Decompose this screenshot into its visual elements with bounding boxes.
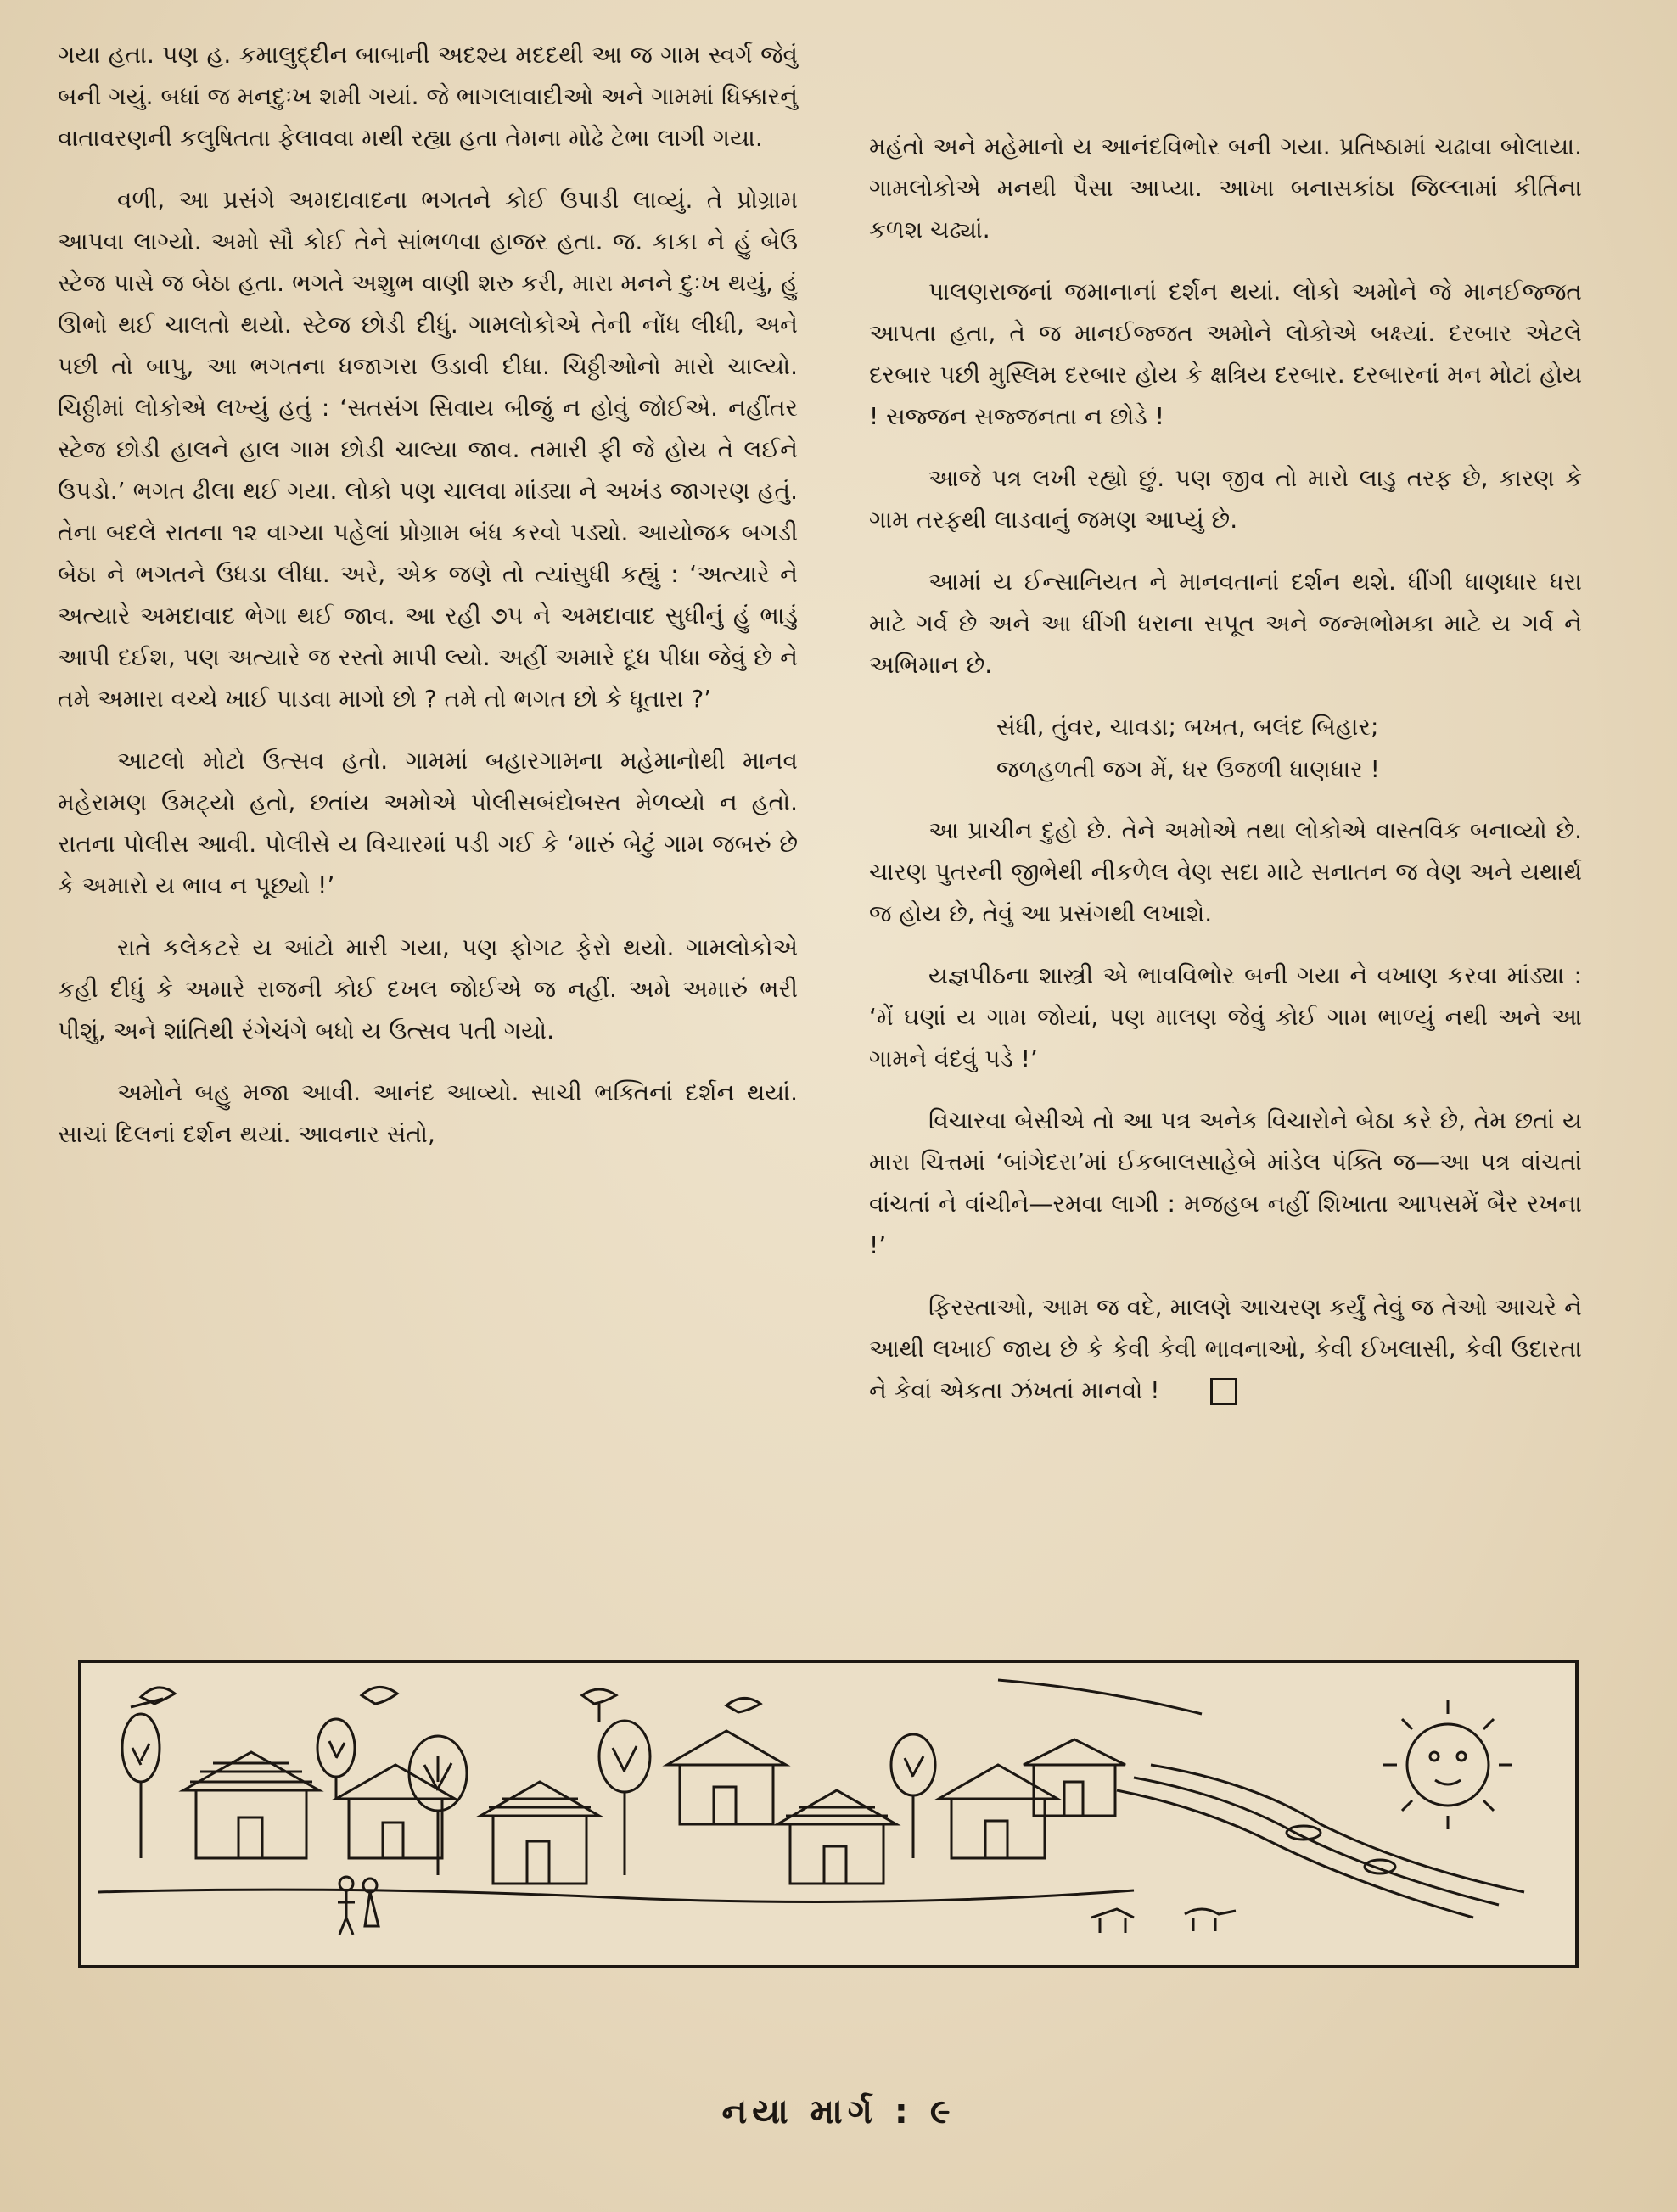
right-paragraph-8 bbox=[869, 1286, 1582, 1411]
hut-3 bbox=[480, 1782, 599, 1884]
verse-line-2: જળહળતી જગ મેં, ધર ઉજળી ધાણધાર ! bbox=[996, 755, 1380, 783]
left-column bbox=[58, 34, 798, 1175]
tree-4 bbox=[599, 1721, 650, 1875]
bird-1 bbox=[131, 1688, 175, 1707]
right-paragraph-7: વિચારવા બેસીએ તો આ પત્ર અનેક વિચારોને બેઠા કરે છે, તેમ છતાં ય મારા ચિત્તમાં ‘બાંગેદરા’માં ઈકબાલસાહેબે માંડેલ પંક્તિ જ—આ પત્ર વાંચતાં વાંચતાં ને વાંચીને—રમવા લાગી : મજહબ નહીં શિખાતા આપસમેં બૈર રખના !’ bbox=[869, 1106, 1582, 1259]
left-paragraph-5: અમોને બહુ મજા આવી. આનંદ આવ્યો. સાચી ભક્તિનાં દર્શન થયાં. સાચાં દિલનાં દર્શન થયાં. આવનાર સંતો, bbox=[58, 1078, 798, 1148]
river bbox=[1117, 1765, 1524, 1918]
small-animals bbox=[1091, 1909, 1236, 1933]
right-paragraph-4: આમાં ય ઈન્સાનિયત ને માનવતાનાં દર્શન થશે. ધીંગી ધાણધાર ધરા માટે ગર્વ છે અને આ ધીંગી ધરાના સપૂત અને જન્મભોમકા માટે ય ગર્વ ને અભિમાન છે. bbox=[869, 568, 1582, 679]
right-paragraph-5: આ પ્રાચીન દુહો છે. તેને અમોએ તથા લોકોએ વાસ્તવિક બનાવ્યો છે. ચારણ પુતરની જીભેથી નીકળેલ વેણ સદા માટે સનાતન જ વેણ અને યથાર્થ જ હોય છે, તેવું આ પ્રસંગથી લખાશે. bbox=[869, 816, 1582, 927]
end-of-article-square-icon bbox=[1210, 1378, 1237, 1405]
verse-couplet bbox=[869, 706, 1582, 791]
tree-5 bbox=[891, 1734, 935, 1858]
page-footer: નયા માર્ગ : ૯ bbox=[721, 2092, 956, 2131]
right-paragraph-1: મહંતો અને મહેમાનો ય આનંદવિભોર બની ગયા. પ્રતિષ્ઠામાં ચઢાવા બોલાયા. ગામલોકોએ મનથી પૈસા આપ્યા. આખા બનાસકાંઠા જિલ્લામાં કીર્તિના કળશ ચઢ્યાં. bbox=[869, 132, 1582, 244]
sun bbox=[1383, 1700, 1512, 1829]
left-paragraph-1: ગયા હતા. પણ હ. કમાલુદ્દીન બાબાની અદશ્ય મદદથી આ જ ગામ સ્વર્ગ જેવું બની ગયું. બધાં જ મનદુઃખ શમી ગયાં. જે ભાગલાવાદીઓ અને ગામમાં ધિક્કારનું વાતાવરણની કલુષિતતા ફેલાવવા મથી રહ્યા હતા તેમના મોઢે ટેભા લાગી ગયા. bbox=[58, 41, 798, 152]
hut-4 bbox=[667, 1731, 786, 1824]
right-column bbox=[869, 126, 1582, 1431]
tree-2 bbox=[317, 1719, 355, 1799]
hut-5 bbox=[777, 1790, 896, 1884]
hut-6 bbox=[939, 1765, 1057, 1858]
tree-3 bbox=[409, 1736, 467, 1875]
right-paragraph-3: આજે પત્ર લખી રહ્યો છું. પણ જીવ તો મારો લાડુ તરફ છે, કારણ કે ગામ તરફથી લાડવાનું જમણ આપ્યું છે. bbox=[869, 464, 1582, 534]
people-figures bbox=[338, 1877, 379, 1935]
verse-line-1: સંધી, તુંવર, ચાવડા; બખત, બલંદ બિહાર; bbox=[996, 713, 1379, 741]
tree-1 bbox=[122, 1714, 160, 1858]
right-paragraph-8-text: ફિરસ્તાઓ, આમ જ વદે, માલણે આચરણ કર્યું તેવું જ તેઓ આચરે ને આથી લખાઈ જાય છે કે કેવી કેવી ભાવનાઓ, કેવી ઈખલાસી, કેવી ઉદારતા ને કેવાં એકતા ઝંખતાં માનવો ! bbox=[869, 1293, 1582, 1404]
right-paragraph-2: પાલણરાજનાં જમાનાનાં દર્શન થયાં. લોકો અમોને જે માનઈજ્જત આપતા હતા, તે જ માનઈજ્જત અમોને લોકોએ બક્ષ્યાં. દરબાર એટલે દરબાર પછી મુસ્લિમ દરબાર હોય કે ક્ષત્રિય દરબાર. દરબારનાં મન મોટાં હોય ! સજ્જન સજ્જનતા ન છોડે ! bbox=[869, 277, 1582, 430]
hut-1 bbox=[183, 1752, 319, 1858]
left-paragraph-4: રાતે કલેકટરે ય આંટો મારી ગયા, પણ ફોગટ ફેરો થયો. ગામલોકોએ કહી દીધું કે અમારે રાજની કોઈ દખલ જોઈએ જ નહીં. અમે અમારું ભરી પીશું, અને શાંતિથી રંગેચંગે બધો ય ઉત્સવ પતી ગયો. bbox=[58, 933, 798, 1044]
bird-3 bbox=[582, 1689, 616, 1722]
village-illustration bbox=[78, 1660, 1579, 1968]
ground-line bbox=[98, 1890, 1134, 1901]
wind-line bbox=[998, 1680, 1202, 1714]
hut-7 bbox=[1024, 1739, 1125, 1816]
bird-2 bbox=[362, 1687, 397, 1704]
left-paragraph-2: વળી, આ પ્રસંગે અમદાવાદના ભગતને કોઈ ઉપાડી લાવ્યું. તે પ્રોગ્રામ આપવા લાગ્યો. અમો સૌ કોઈ તેને સાંભળવા હાજર હતા. જ. કાકા ને હું બેઉ સ્ટેજ પાસે જ બેઠા હતા. ભગતે અશુભ વાણી શરુ કરી, મારા મનને દુઃખ થયું, હું ઊભો થઈ ચાલતો થયો. સ્ટેજ છોડી દીધું. ગામલોકોએ તેની નોંધ લીધી, અને પછી તો બાપુ, આ ભગતના ધજાગરા ઉડાવી દીધા. ચિઠ્ઠીઓનો મારો ચાલ્યો. ચિઠ્ઠીમાં લોકોએ લખ્યું હતું : ‘સતસંગ સિવાય બીજું ન હોવું જોઈએ. નહીંતર સ્ટેજ છોડી હાલને હાલ ગામ છોડી ચાલ્યા જાવ. તમારી ફી જે હોય તે લઈને ઉપડો.’ ભગત ઢીલા થઈ ગયા. લોકો પણ ચાલવા માંડ્યા ને અખંડ જાગરણ હતું. તેના બદલે રાતના ૧૨ વાગ્યા પહેલાં પ્રોગ્રામ બંધ કરવો પડ્યો. આયોજક બગડી બેઠા ને ભગતને ઉધડા લીધા. અરે, એક જણે તો ત્યાંસુધી કહ્યું : ‘અત્યારે ને અત્યારે અમદાવાદ ભેગા થઈ જાવ. આ રહી ૭૫ ને અમદાવાદ સુધીનું હું ભાડું આપી દઈશ, પણ અત્યારે જ રસ્તો માપી લ્યો. અહીં અમારે દૂધ પીધા જેવું છે ને તમે અમારા વચ્ચે ખાઈ પાડવા માગો છો ? તમે તો ભગત છો કે ધૂતારા ?’ bbox=[58, 186, 798, 713]
village-drawing bbox=[81, 1663, 1575, 1965]
left-paragraph-3: આટલો મોટો ઉત્સવ હતો. ગામમાં બહારગામના મહેમાનોથી માનવ મહેરામણ ઉમટ્યો હતો, છતાંય અમોએ પોલીસબંદોબસ્ત મેળવ્યો ન હતો. રાતના પોલીસ આવી. પોલીસે ય વિચારમાં પડી ગઈ કે ‘મારું બેટું ગામ જબરું છે કે અમારો ય ભાવ ન પૂછ્યો !’ bbox=[58, 747, 798, 899]
right-paragraph-6: યજ્ઞપીઠના શાસ્ત્રી એ ભાવવિભોર બની ગયા ને વખાણ કરવા માંડ્યા : ‘મેં ઘણાં ય ગામ જોયાં, પણ માલણ જેવું કોઈ ગામ ભાળ્યું નથી અને આ ગામને વંદવું પડે !’ bbox=[869, 961, 1582, 1072]
bird-4 bbox=[726, 1698, 760, 1712]
